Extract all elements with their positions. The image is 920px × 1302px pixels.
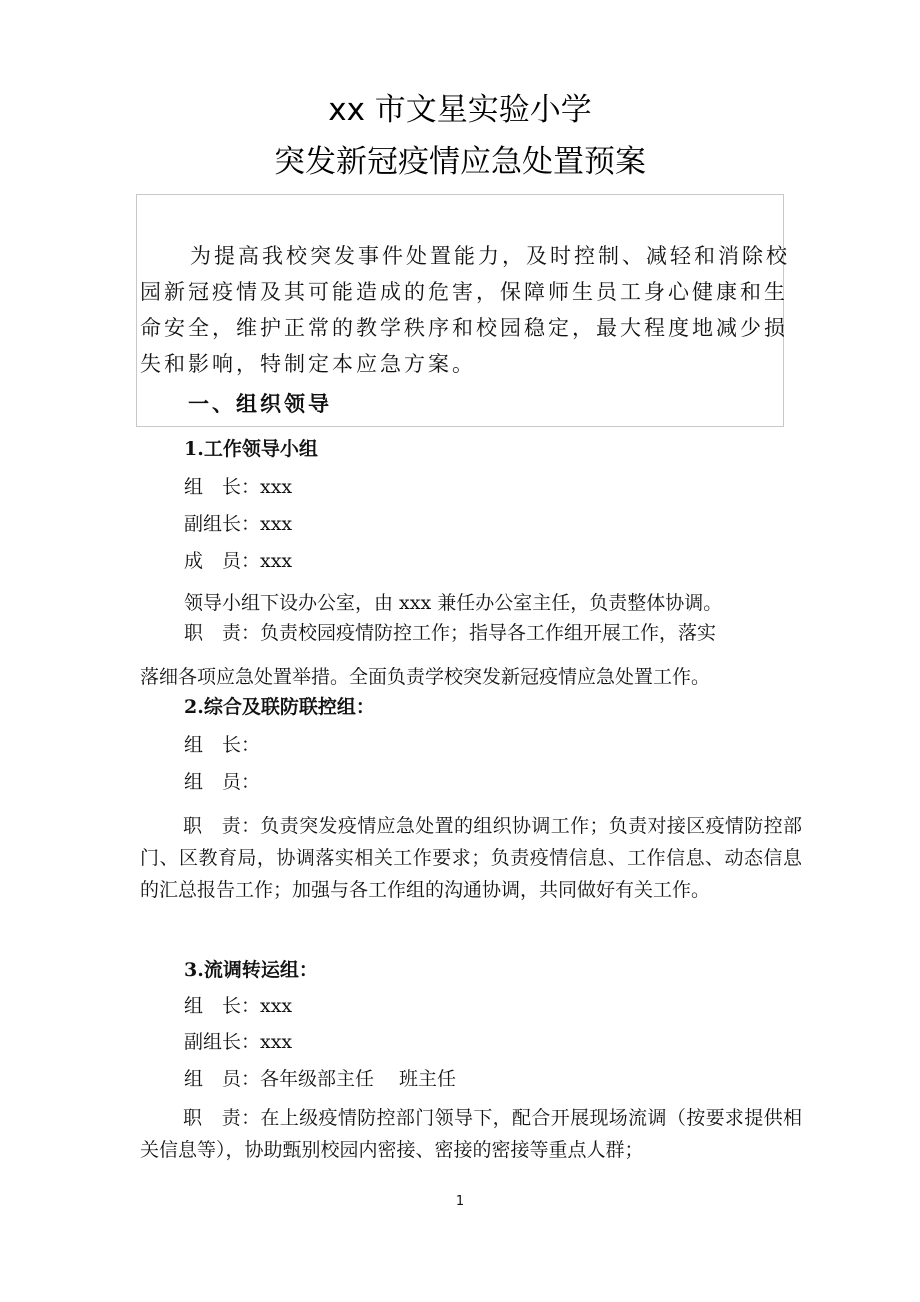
group1-deputy: 副组长：xxx: [184, 513, 293, 535]
group1-office: 领导小组下设办公室，由 xxx 兼任办公室主任，负责整体协调。: [184, 592, 723, 614]
page-number: 1: [455, 1194, 465, 1209]
group3-leader: 组 长：xxx: [184, 995, 293, 1017]
group1-leader: 组 长：xxx: [184, 476, 293, 498]
group1-duty-line1: 职 责：负责校园疫情防控工作；指导各工作组开展工作，落实: [184, 622, 717, 644]
intro-paragraph: 为提高我校突发事件处置能力，及时控制、减轻和消除校园新冠疫情及其可能造成的危害，保障师生员工身心健康和生命安全，维护正常的教学秩序和校园稳定，最大程度地减少损失和影响，特制定本应急方案。: [140, 244, 790, 376]
group2-members: 组 员：: [184, 771, 261, 793]
group3-deputy: 副组长：xxx: [184, 1031, 293, 1053]
group3-duty: 职 责：在上级疫情防控部门领导下，配合开展现场流调（按要求提供相关信息等），协助甄别校园内密接、密接的密接等重点人群；: [140, 1107, 802, 1161]
group1-members: 成 员：xxx: [184, 550, 293, 572]
group1-duty-line2: 落细各项应急处置举措。全面负责学校突发新冠疫情应急处置工作。: [140, 666, 711, 688]
group3-members: 组 员：各年级部主任 班主任: [184, 1068, 457, 1090]
group2-heading: 2.综合及联防联控组：: [184, 696, 375, 718]
document-title-line-2: 突发新冠疫情应急处置预案: [274, 144, 646, 180]
group1-heading: 1.工作领导小组: [184, 438, 318, 460]
document-title-line-1: xx 市文星实验小学: [328, 92, 592, 128]
section-heading-organization: 一、组织领导: [188, 391, 332, 416]
group2-duty: 职 责：负责突发疫情应急处置的组织协调工作；负责对接区疫情防控部门、区教育局，协调落实相关工作要求；负责疫情信息、工作信息、动态信息的汇总报告工作；加强与各工作组的沟通协调，共同做好有关工作。: [140, 815, 802, 901]
group2-leader: 组 长：: [184, 734, 261, 756]
group3-heading: 3.流调转运组：: [184, 959, 318, 981]
